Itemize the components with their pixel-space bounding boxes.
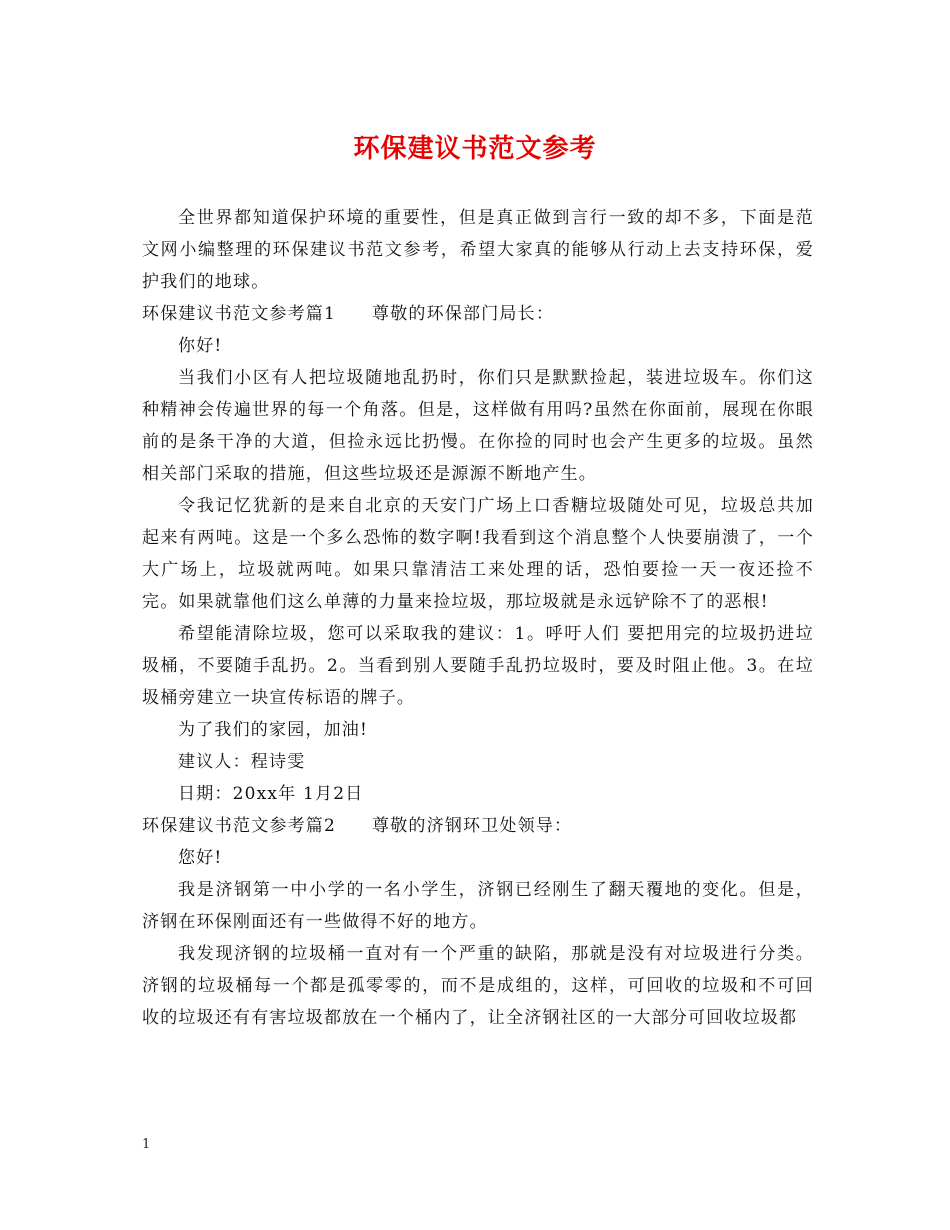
section-1-paragraph: 令我记忆犹新的是来自北京的天安门广场上口香糖垃圾随处可见，垃圾总共加起来有两吨。这是一个多么恐怖的数字啊!我看到这个消息整个人快要崩溃了，一个大广场上，垃圾就两吨。如果只靠清洁工来处理的话，恐怕要捡一天一夜还捡不完。如果就靠他们这么单薄的力量来捡垃圾，那垃圾就是永远铲除不了的恶根!	[142, 496, 814, 612]
section-1-heading-line	[142, 298, 814, 330]
section-2-greeting: 您好!	[178, 848, 223, 868]
section-2-paragraph: 我发现济钢的垃圾桶一直对有一个严重的缺陷，那就是没有对垃圾进行分类。济钢的垃圾桶每一个都是孤零零的，而不是成组的，这样，可回收的垃圾和不可回收的垃圾还有有害垃圾都放在一个桶内了，让全济钢社区的一大部分可回收垃圾都	[142, 944, 814, 1028]
section-1-addressee: 尊敬的环保部门局长：	[372, 304, 555, 324]
section-1-signature: 建议人：程诗雯	[178, 752, 306, 772]
section-2-heading-line	[142, 810, 814, 842]
section-1-paragraph: 希望能清除垃圾，您可以采取我的建议：1。呼吁人们 要把用完的垃圾扔进垃圾桶，不要随手乱扔。2。当看到别人要随手乱扔垃圾时，要及时阻止他。3。在垃圾桶旁建立一块宣传标语的牌子。	[142, 624, 814, 708]
section-1-paragraph: 为了我们的家园，加油!	[178, 720, 369, 740]
document-title: 环保建议书范文参考	[353, 134, 597, 164]
section-2-heading: 环保建议书范文参考篇2	[142, 816, 337, 836]
section-2-paragraph: 我是济钢第一中小学的一名小学生，济钢已经刚生了翻天覆地的变化。但是，济钢在环保刚面还有一些做得不好的地方。	[142, 880, 814, 932]
page-number: 1	[142, 1137, 151, 1152]
section-1-date: 日期：20xx年 1月2日	[178, 784, 364, 804]
section-1-paragraph: 当我们小区有人把垃圾随地乱扔时，你们只是默默捡起，装进垃圾车。你们这种精神会传遍世界的每一个角落。但是，这样做有用吗?虽然在你面前，展现在你眼前的是条干净的大道，但捡永远比扔慢。在你捡的同时也会产生更多的垃圾。虽然相关部门采取的措施，但这些垃圾还是源源不断地产生。	[142, 368, 814, 484]
section-1-heading: 环保建议书范文参考篇1	[142, 304, 337, 324]
intro-paragraph: 全世界都知道保护环境的重要性，但是真正做到言行一致的却不多，下面是范文网小编整理的环保建议书范文参考，希望大家真的能够从行动上去支持环保，爱护我们的地球。	[142, 208, 814, 292]
section-1-greeting: 你好!	[178, 336, 223, 356]
section-2-addressee: 尊敬的济钢环卫处领导：	[372, 816, 573, 836]
document-body	[142, 202, 814, 1034]
